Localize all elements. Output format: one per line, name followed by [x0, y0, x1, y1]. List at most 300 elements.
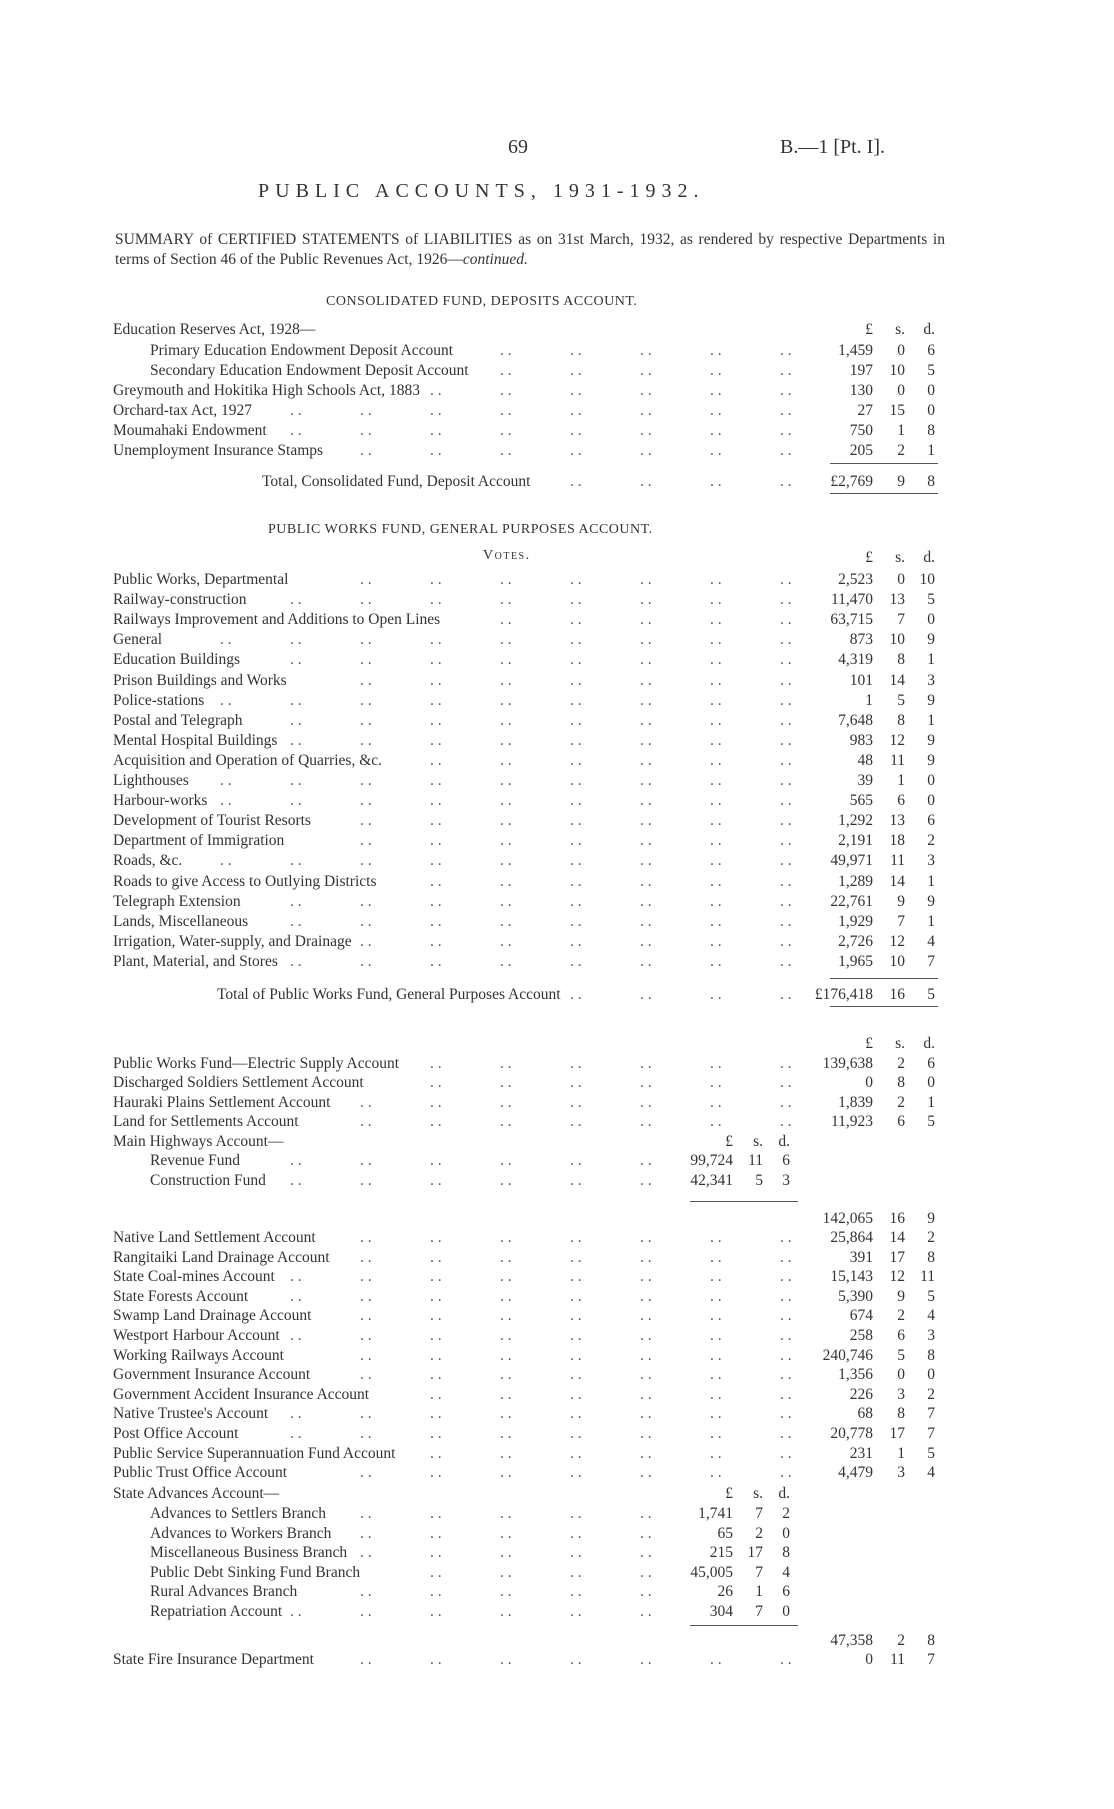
dot-leader-segment: . .	[430, 731, 442, 749]
dot-leader-segment: . .	[500, 812, 512, 830]
table-row	[0, 401, 1114, 421]
amount-shillings: 1	[897, 772, 905, 789]
amount-pounds: 39	[857, 772, 873, 789]
dot-leader-segment: . .	[780, 651, 792, 669]
dot-leader-segment: . .	[500, 1464, 512, 1482]
dot-leader-segment: . .	[430, 1346, 442, 1364]
row-label: Public Works Fund—Electric Supply Account	[113, 1055, 400, 1072]
row-label: Mental Hospital Buildings	[113, 731, 278, 749]
dot-leader-segment: . .	[430, 1444, 442, 1462]
inner-row	[0, 1171, 1114, 1191]
table-row	[0, 831, 1114, 851]
dot-leader-segment: . .	[570, 651, 582, 669]
dot-leader-segment: . .	[570, 751, 582, 769]
dot-leader-segment: . .	[640, 631, 652, 649]
dot-leader-segment: . .	[570, 671, 582, 689]
dot-leader-segment: . .	[290, 591, 302, 609]
amount-pence: 0	[927, 772, 935, 789]
dot-leader-segment: . .	[430, 832, 442, 850]
amount-pence: 0	[927, 1366, 935, 1384]
amount-pence: 10	[919, 571, 935, 588]
amount-pence: 0	[927, 402, 935, 419]
dot-leader-segment: . .	[500, 631, 512, 649]
dot-leader-segment: . .	[290, 1287, 302, 1305]
dot-leader-segment: . .	[570, 1444, 582, 1462]
dot-leader-segment: . .	[290, 1171, 302, 1189]
amount-shillings: 7	[897, 611, 905, 629]
dot-leader-segment: . .	[500, 1544, 512, 1562]
dot-leader-segment: . .	[780, 912, 792, 930]
dot-leader-segment: . .	[710, 1248, 722, 1266]
amount-pence: 5	[927, 362, 935, 379]
dot-leader-segment: . .	[360, 1464, 372, 1482]
dot-leader-segment: . .	[360, 711, 372, 729]
amount-pounds: 1,839	[838, 1093, 873, 1111]
amount-pounds: 5,390	[838, 1287, 873, 1305]
amount-pounds: 2,726	[838, 932, 873, 950]
dot-leader-segment: . .	[500, 442, 512, 459]
dot-leader-segment: . .	[220, 852, 232, 870]
amount-pence: 5	[927, 986, 935, 1003]
dot-leader-segment: . .	[570, 872, 582, 890]
inner-subtotal-rule	[690, 1201, 798, 1202]
dot-leader-segment: . .	[360, 1346, 372, 1364]
dot-leader-segment: . .	[780, 611, 792, 629]
table-row	[0, 811, 1114, 831]
page-reference: B.—1 [Pt. I].	[780, 136, 885, 158]
dot-leader-segment: . .	[430, 872, 442, 890]
table-row	[0, 630, 1114, 650]
dot-leader-segment: . .	[290, 1425, 302, 1442]
dot-leader-segment: . .	[780, 1248, 792, 1266]
inner-currency-header-row	[0, 1484, 1114, 1504]
dot-leader-segment: . .	[500, 402, 512, 419]
dot-leader-segment: . .	[360, 1113, 372, 1131]
amount-pence: 5	[927, 1287, 935, 1305]
inner-subtotal-rule	[690, 1625, 798, 1626]
dot-leader-segment: . .	[500, 691, 512, 709]
dot-leader-segment: . .	[640, 952, 652, 970]
amount-shillings: 15	[889, 402, 905, 419]
row-label: Moumahaki Endowment	[113, 422, 267, 439]
dot-leader-segment: . .	[710, 1366, 722, 1384]
amount-pounds: 11,923	[830, 1113, 873, 1131]
amount-pounds: 1,292	[838, 812, 873, 830]
dot-leader-segment: . .	[640, 1366, 652, 1384]
dot-leader-segment: . .	[780, 442, 792, 459]
dot-leader-segment: . .	[640, 1524, 652, 1542]
row-label: Post Office Account	[113, 1425, 239, 1442]
dot-leader-segment: . .	[360, 772, 372, 789]
total-row	[0, 472, 1114, 492]
amount-pounds: 42,341	[690, 1171, 733, 1189]
row-label: Public Trust Office Account	[113, 1464, 288, 1482]
dot-leader-segment: . .	[290, 1603, 302, 1620]
dot-leader-segment: . .	[430, 852, 442, 870]
dot-leader-segment: . .	[430, 772, 442, 789]
amount-pounds: 49,971	[830, 852, 873, 870]
dot-leader-segment: . .	[500, 872, 512, 890]
dot-leader-segment: . .	[570, 1544, 582, 1562]
dot-leader-segment: . .	[710, 1425, 722, 1442]
dot-leader-segment: . .	[640, 1583, 652, 1601]
amount-pounds: 873	[849, 631, 873, 649]
amount-shillings: 16	[889, 986, 905, 1003]
dot-leader-segment: . .	[430, 1544, 442, 1562]
dot-leader-segment: . .	[500, 611, 512, 629]
row-label: Native Land Settlement Account	[113, 1229, 316, 1246]
table-row	[0, 1112, 1114, 1132]
amount-pounds: 0	[865, 1074, 873, 1092]
dot-leader-segment: . .	[430, 1055, 442, 1072]
row-label: Public Works, Departmental	[113, 571, 289, 588]
amount-shillings: 7	[755, 1563, 763, 1581]
subtotal-rule	[830, 978, 938, 979]
amount-pence: 2	[927, 1385, 935, 1403]
dot-leader-segment: . .	[710, 1229, 722, 1246]
dot-leader-segment: . .	[290, 1152, 302, 1169]
currency-header-row	[0, 548, 1114, 568]
dot-leader-segment: . .	[710, 711, 722, 729]
dot-leader-segment: . .	[430, 932, 442, 950]
row-label: Postal and Telegraph	[113, 711, 243, 729]
dot-leader-segment: . .	[290, 912, 302, 930]
dot-leader-segment: . .	[430, 671, 442, 689]
group-label: Main Highways Account—	[113, 1133, 284, 1150]
dot-leader-segment: . .	[640, 812, 652, 830]
amount-shillings: 17	[889, 1425, 905, 1442]
total-rule	[830, 493, 938, 494]
dot-leader-segment: . .	[500, 1444, 512, 1462]
row-label: Secondary Education Endowment Deposit Account	[150, 362, 469, 379]
dot-leader-segment: . .	[290, 631, 302, 649]
dot-leader-segment: . .	[430, 1113, 442, 1131]
amount-pounds: 1,929	[838, 912, 873, 930]
dot-leader-segment: . .	[640, 1444, 652, 1462]
dot-leader-segment: . .	[500, 591, 512, 609]
shillings-header: s.	[895, 549, 905, 566]
dot-leader-segment: . .	[570, 1505, 582, 1522]
amount-pence: 5	[927, 1444, 935, 1462]
amount-pence: 6	[927, 1055, 935, 1072]
amount-pounds: 47,358	[830, 1632, 873, 1649]
dot-leader-segment: . .	[290, 731, 302, 749]
dot-leader-segment: . .	[290, 691, 302, 709]
dot-leader-segment: . .	[500, 1405, 512, 1423]
dot-leader-segment: . .	[570, 402, 582, 419]
dot-leader-segment: . .	[500, 711, 512, 729]
amount-shillings: 13	[889, 591, 905, 609]
table-row	[0, 650, 1114, 670]
amount-pounds: 0	[865, 1651, 873, 1668]
pounds-header: £	[865, 549, 873, 566]
dot-leader-segment: . .	[710, 402, 722, 419]
table-row	[0, 1306, 1114, 1326]
dot-leader-segment: . .	[360, 1287, 372, 1305]
amount-shillings: 14	[889, 1229, 905, 1246]
inner-row	[0, 1504, 1114, 1524]
amount-pence: 2	[927, 1229, 935, 1246]
table-row	[0, 381, 1114, 401]
dot-leader-segment: . .	[500, 731, 512, 749]
dot-leader-segment: . .	[780, 571, 792, 588]
amount-pence: 4	[927, 1307, 935, 1325]
dot-leader-segment: . .	[430, 1366, 442, 1384]
dot-leader-segment: . .	[430, 1583, 442, 1601]
dot-leader-segment: . .	[710, 591, 722, 609]
dot-leader-segment: . .	[570, 422, 582, 439]
dot-leader-segment: . .	[570, 1229, 582, 1246]
dot-leader-segment: . .	[220, 631, 232, 649]
amount-pence: 4	[927, 932, 935, 950]
table-row	[0, 441, 1114, 461]
dot-leader-segment: . .	[710, 1268, 722, 1286]
amount-pounds: 304	[709, 1603, 733, 1620]
dot-leader-segment: . .	[430, 812, 442, 830]
dot-leader-segment: . .	[640, 986, 652, 1003]
dot-leader-segment: . .	[500, 1307, 512, 1325]
dot-leader-segment: . .	[570, 1171, 582, 1189]
dot-leader-segment: . .	[640, 691, 652, 709]
amount-pounds: 22,761	[830, 892, 873, 910]
amount-shillings: 6	[897, 792, 905, 810]
dot-leader-segment: . .	[430, 1307, 442, 1325]
dot-leader-segment: . .	[780, 1444, 792, 1462]
amount-shillings: 6	[897, 1327, 905, 1344]
amount-shillings: 14	[889, 872, 905, 890]
dot-leader-segment: . .	[570, 1405, 582, 1423]
dot-leader-segment: . .	[570, 1074, 582, 1092]
page-title: PUBLIC ACCOUNTS, 1931-1932.	[258, 180, 705, 202]
dot-leader-segment: . .	[430, 1074, 442, 1092]
row-label: Advances to Settlers Branch	[150, 1505, 327, 1522]
dot-leader-segment: . .	[570, 631, 582, 649]
amount-shillings: 0	[897, 571, 905, 588]
dot-leader-segment: . .	[780, 382, 792, 399]
amount-pounds: 231	[849, 1444, 873, 1462]
dot-leader-segment: . .	[360, 852, 372, 870]
amount-pounds: £2,769	[830, 473, 873, 490]
inner-row	[0, 1602, 1114, 1622]
dot-leader-segment: . .	[430, 892, 442, 910]
dot-leader-segment: . .	[570, 611, 582, 629]
shillings-header: s.	[895, 1035, 905, 1052]
row-label: Harbour-works	[113, 792, 208, 810]
dot-leader-segment: . .	[710, 892, 722, 910]
inner-row	[0, 1582, 1114, 1602]
amount-pounds: 26	[717, 1583, 733, 1601]
pence-header: d.	[778, 1133, 790, 1150]
row-label: Orchard-tax Act, 1927	[113, 402, 253, 419]
dot-leader-segment: . .	[500, 671, 512, 689]
dot-leader-segment: . .	[500, 1229, 512, 1246]
dot-leader-segment: . .	[710, 1287, 722, 1305]
amount-shillings: 14	[889, 671, 905, 689]
table-row	[0, 1073, 1114, 1093]
dot-leader-segment: . .	[640, 832, 652, 850]
dot-leader-segment: . .	[780, 422, 792, 439]
dot-leader-segment: . .	[360, 1524, 372, 1542]
amount-pounds: 20,778	[830, 1425, 873, 1442]
dot-leader-segment: . .	[570, 986, 582, 1003]
amount-shillings: 5	[755, 1171, 763, 1189]
dot-leader-segment: . .	[500, 751, 512, 769]
dot-leader-segment: . .	[500, 422, 512, 439]
amount-shillings: 9	[897, 892, 905, 910]
pounds-header: £	[725, 1485, 733, 1502]
amount-pounds: 63,715	[830, 611, 873, 629]
dot-leader-segment: . .	[430, 1464, 442, 1482]
dot-leader-segment: . .	[640, 671, 652, 689]
inner-currency-header-row	[0, 1132, 1114, 1152]
dot-leader-segment: . .	[570, 1055, 582, 1072]
dot-leader-segment: . .	[360, 1327, 372, 1344]
amount-pounds: 101	[849, 671, 873, 689]
dot-leader-segment: . .	[780, 986, 792, 1003]
dot-leader-segment: . .	[710, 1055, 722, 1072]
dot-leader-segment: . .	[430, 1287, 442, 1305]
dot-leader-segment: . .	[430, 1152, 442, 1169]
amount-pounds: 240,746	[822, 1346, 873, 1364]
dot-leader-segment: . .	[430, 691, 442, 709]
dot-leader-segment: . .	[780, 1327, 792, 1344]
dot-leader-segment: . .	[710, 473, 722, 490]
dot-leader-segment: . .	[290, 1268, 302, 1286]
dot-leader-segment: . .	[570, 1113, 582, 1131]
row-label: Working Railways Account	[113, 1346, 284, 1364]
amount-pence: 8	[927, 1346, 935, 1364]
dot-leader-segment: . .	[640, 1287, 652, 1305]
dot-leader-segment: . .	[290, 651, 302, 669]
table-row	[0, 1326, 1114, 1346]
row-label: Total, Consolidated Fund, Deposit Account	[262, 473, 531, 490]
dot-leader-segment: . .	[710, 1074, 722, 1092]
dot-leader-segment: . .	[780, 591, 792, 609]
amount-shillings: 12	[889, 731, 905, 749]
inner-row	[0, 1524, 1114, 1544]
dot-leader-segment: . .	[360, 1366, 372, 1384]
dot-leader-segment: . .	[640, 1152, 652, 1169]
dot-leader-segment: . .	[780, 1385, 792, 1403]
amount-shillings: 2	[897, 1307, 905, 1325]
amount-pence: 9	[927, 631, 935, 649]
amount-pounds: 25,864	[830, 1229, 873, 1246]
dot-leader-segment: . .	[500, 792, 512, 810]
table-row	[0, 851, 1114, 871]
row-label: Railways Improvement and Additions to Open Lines	[113, 611, 441, 629]
amount-shillings: 13	[889, 812, 905, 830]
dot-leader-segment: . .	[640, 852, 652, 870]
row-label: Public Service Superannuation Fund Account	[113, 1444, 396, 1462]
dot-leader-segment: . .	[780, 792, 792, 810]
dot-leader-segment: . .	[640, 1268, 652, 1286]
dot-leader-segment: . .	[710, 422, 722, 439]
dot-leader-segment: . .	[430, 651, 442, 669]
row-label: Westport Harbour Account	[113, 1327, 280, 1344]
dot-leader-segment: . .	[570, 1524, 582, 1542]
dot-leader-segment: . .	[570, 711, 582, 729]
amount-pence: 3	[927, 852, 935, 870]
amount-shillings: 8	[897, 651, 905, 669]
dot-leader-segment: . .	[500, 1171, 512, 1189]
amount-pounds: 1,289	[838, 872, 873, 890]
dot-leader-segment: . .	[710, 1651, 722, 1668]
dot-leader-segment: . .	[780, 832, 792, 850]
dot-leader-segment: . .	[640, 1229, 652, 1246]
row-label: Native Trustee's Account	[113, 1405, 269, 1423]
pence-header: d.	[778, 1485, 790, 1502]
dot-leader-segment: . .	[640, 731, 652, 749]
amount-pence: 0	[782, 1524, 790, 1542]
amount-pounds: 7,648	[838, 711, 873, 729]
dot-leader-segment: . .	[710, 812, 722, 830]
dot-leader-segment: . .	[220, 772, 232, 789]
row-label: Swamp Land Drainage Account	[113, 1307, 312, 1325]
amount-shillings: 2	[897, 442, 905, 459]
dot-leader-segment: . .	[500, 1524, 512, 1542]
table-row	[0, 1093, 1114, 1113]
dot-leader-segment: . .	[430, 792, 442, 810]
amount-pence: 1	[927, 442, 935, 459]
dot-leader-segment: . .	[640, 872, 652, 890]
row-label: State Fire Insurance Department	[113, 1651, 314, 1668]
amount-pence: 6	[782, 1152, 790, 1169]
consolidated-heading: CONSOLIDATED FUND, DEPOSITS ACCOUNT.	[326, 294, 638, 309]
dot-leader-segment: . .	[360, 1307, 372, 1325]
row-label: Public Debt Sinking Fund Branch	[150, 1563, 361, 1581]
amount-shillings: 8	[897, 1074, 905, 1092]
dot-leader-segment: . .	[570, 1327, 582, 1344]
amount-pounds: 142,065	[822, 1210, 873, 1227]
dot-leader-segment: . .	[360, 731, 372, 749]
amount-pence: 1	[927, 711, 935, 729]
dot-leader-segment: . .	[640, 611, 652, 629]
amount-pence: 9	[927, 1210, 935, 1227]
dot-leader-segment: . .	[570, 832, 582, 850]
dot-leader-segment: . .	[290, 711, 302, 729]
dot-leader-segment: . .	[640, 422, 652, 439]
dot-leader-segment: . .	[710, 1405, 722, 1423]
table-row	[0, 751, 1114, 771]
dot-leader-segment: . .	[500, 1093, 512, 1111]
dot-leader-segment: . .	[710, 731, 722, 749]
dot-leader-segment: . .	[360, 832, 372, 850]
amount-pounds: 1,459	[838, 342, 873, 359]
row-label: State Coal-mines Account	[113, 1268, 275, 1286]
amount-shillings: 16	[889, 1210, 905, 1227]
amount-pence: 9	[927, 731, 935, 749]
dot-leader-segment: . .	[500, 1385, 512, 1403]
dot-leader-segment: . .	[640, 1464, 652, 1482]
dot-leader-segment: . .	[640, 382, 652, 399]
amount-pence: 0	[927, 1074, 935, 1092]
amount-pence: 0	[782, 1603, 790, 1620]
table-row	[0, 711, 1114, 731]
dot-leader-segment: . .	[570, 1152, 582, 1169]
amount-shillings: 10	[889, 952, 905, 970]
amount-pence: 9	[927, 892, 935, 910]
dot-leader-segment: . .	[640, 1327, 652, 1344]
dot-leader-segment: . .	[780, 631, 792, 649]
dot-leader-segment: . .	[780, 671, 792, 689]
dot-leader-segment: . .	[780, 1268, 792, 1286]
amount-pence: 5	[927, 591, 935, 609]
table-row	[0, 341, 1114, 361]
table-row	[0, 691, 1114, 711]
dot-leader-segment: . .	[430, 1385, 442, 1403]
row-label: Department of Immigration	[113, 832, 285, 850]
dot-leader-segment: . .	[500, 952, 512, 970]
